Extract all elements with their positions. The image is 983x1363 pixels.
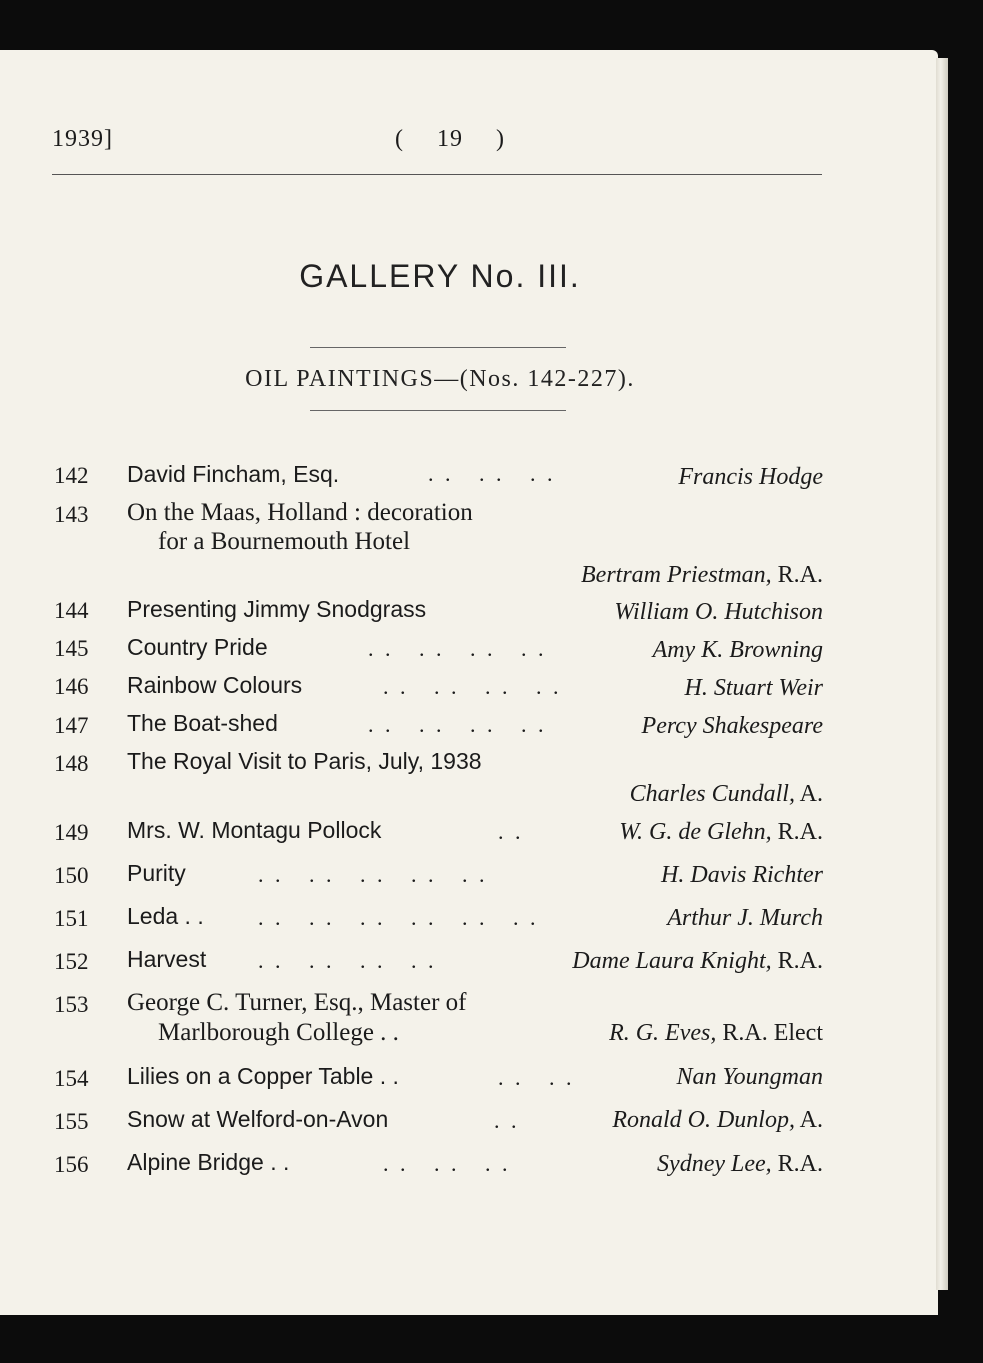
entry-title: Leda . . [127, 903, 204, 929]
entry-number: 152 [54, 949, 89, 974]
artist-suffix: A. [794, 781, 823, 807]
dot-leader: . . . . . . . . [258, 948, 437, 973]
artist-name: Amy K. Browning [652, 637, 823, 663]
artist-name: R. G. Eves, [609, 1020, 717, 1046]
entry-title-continued: Marlborough College . . [158, 1019, 399, 1046]
entry-artist [619, 819, 823, 846]
entry-artist [653, 637, 823, 664]
entry-number: 155 [54, 1109, 89, 1134]
artist-name: Sydney Lee, [657, 1151, 772, 1177]
entry-artist [642, 713, 823, 740]
gallery-title: GALLERY No. III. [299, 258, 581, 294]
dot-leader: . . . . . . . . [368, 636, 547, 661]
dot-leader: . . . . . . . . [368, 712, 547, 737]
artist-name: William O. Hutchison [614, 599, 823, 625]
dot-leader: . . . . . . . . [383, 674, 562, 699]
dot-leader: . . . . . . . . . . [258, 862, 488, 887]
entry-number: 147 [54, 713, 89, 738]
entry-artist [667, 905, 823, 932]
entry-title: Purity [127, 860, 186, 886]
entry-artist [609, 1020, 823, 1047]
entry-artist [657, 1151, 823, 1178]
entry-artist [612, 1107, 823, 1134]
dot-leader: . . . . . . . . . . . . [258, 905, 539, 930]
entry-artist [614, 599, 823, 626]
entry-title: On the Maas, Holland : decoration [127, 499, 473, 526]
entry-title: Mrs. W. Montagu Pollock [127, 817, 382, 843]
entry-title: The Royal Visit to Paris, July, 1938 [127, 748, 482, 774]
entry-number: 153 [54, 992, 89, 1017]
page-number-value: 19 [437, 126, 463, 152]
entry-number: 143 [54, 502, 89, 527]
artist-name: H. Davis Richter [661, 862, 823, 888]
artist-name: Arthur J. Murch [667, 905, 823, 931]
entry-title: Snow at Welford-on-Avon [127, 1106, 389, 1132]
artist-name: Nan Youngman [676, 1064, 823, 1090]
open-paren: ( [395, 126, 404, 152]
entry-artist [630, 781, 823, 808]
dot-leader: . . [494, 1108, 520, 1133]
entry-title: Presenting Jimmy Snodgrass [127, 596, 427, 622]
artist-name: H. Stuart Weir [684, 675, 823, 701]
entry-title: The Boat-shed [127, 710, 278, 736]
entry-artist [678, 464, 823, 491]
entry-artist [581, 562, 823, 589]
artist-suffix: A. [794, 1107, 823, 1133]
entry-number: 151 [54, 906, 89, 931]
artist-name: Francis Hodge [678, 464, 823, 490]
artist-suffix: R.A. Elect [716, 1020, 823, 1046]
entry-title: Country Pride [127, 634, 268, 660]
dot-leader: . . . . [498, 1065, 575, 1090]
entry-number: 150 [54, 863, 89, 888]
entry-artist [685, 675, 823, 702]
dot-leader: . . . . . . [428, 461, 556, 486]
artist-name: Percy Shakespeare [641, 713, 823, 739]
section-title: OIL PAINTINGS—(Nos. 142-227). [245, 366, 635, 392]
artist-suffix: R.A. [771, 562, 823, 588]
entry-title: David Fincham, Esq. [127, 461, 340, 487]
artist-name: Dame Laura Knight, [572, 948, 772, 974]
entry-number: 145 [54, 636, 89, 661]
entry-artist [677, 1064, 823, 1091]
entry-title: Harvest [127, 946, 207, 972]
artist-suffix: R.A. [771, 948, 823, 974]
dot-leader: . . [498, 819, 524, 844]
entry-title: George C. Turner, Esq., Master of [127, 989, 467, 1016]
entry-number: 154 [54, 1066, 89, 1091]
artist-name: Charles Cundall, [629, 781, 795, 807]
artist-name: Bertram Priestman, [581, 562, 772, 588]
entry-number: 146 [54, 674, 89, 699]
artist-name: W. G. de Glehn, [619, 819, 772, 845]
entry-title: Lilies on a Copper Table . . [127, 1063, 399, 1089]
entry-number: 148 [54, 751, 89, 776]
entry-title: Alpine Bridge . . [127, 1149, 290, 1175]
year-marker: 1939] [52, 126, 113, 152]
artist-name: Ronald O. Dunlop, [612, 1107, 795, 1133]
artist-suffix: R.A. [771, 1151, 823, 1177]
entry-number: 149 [54, 820, 89, 845]
entry-number: 144 [54, 598, 89, 623]
entry-number: 142 [54, 463, 89, 488]
entry-title: Rainbow Colours [127, 672, 303, 698]
dot-leader: . . . . . . [383, 1151, 511, 1176]
entry-artist [572, 948, 823, 975]
entry-number: 156 [54, 1152, 89, 1177]
close-paren: ) [496, 126, 505, 152]
entry-title-continued: for a Bournemouth Hotel [158, 528, 411, 555]
artist-suffix: R.A. [771, 819, 823, 845]
entry-artist [661, 862, 823, 889]
